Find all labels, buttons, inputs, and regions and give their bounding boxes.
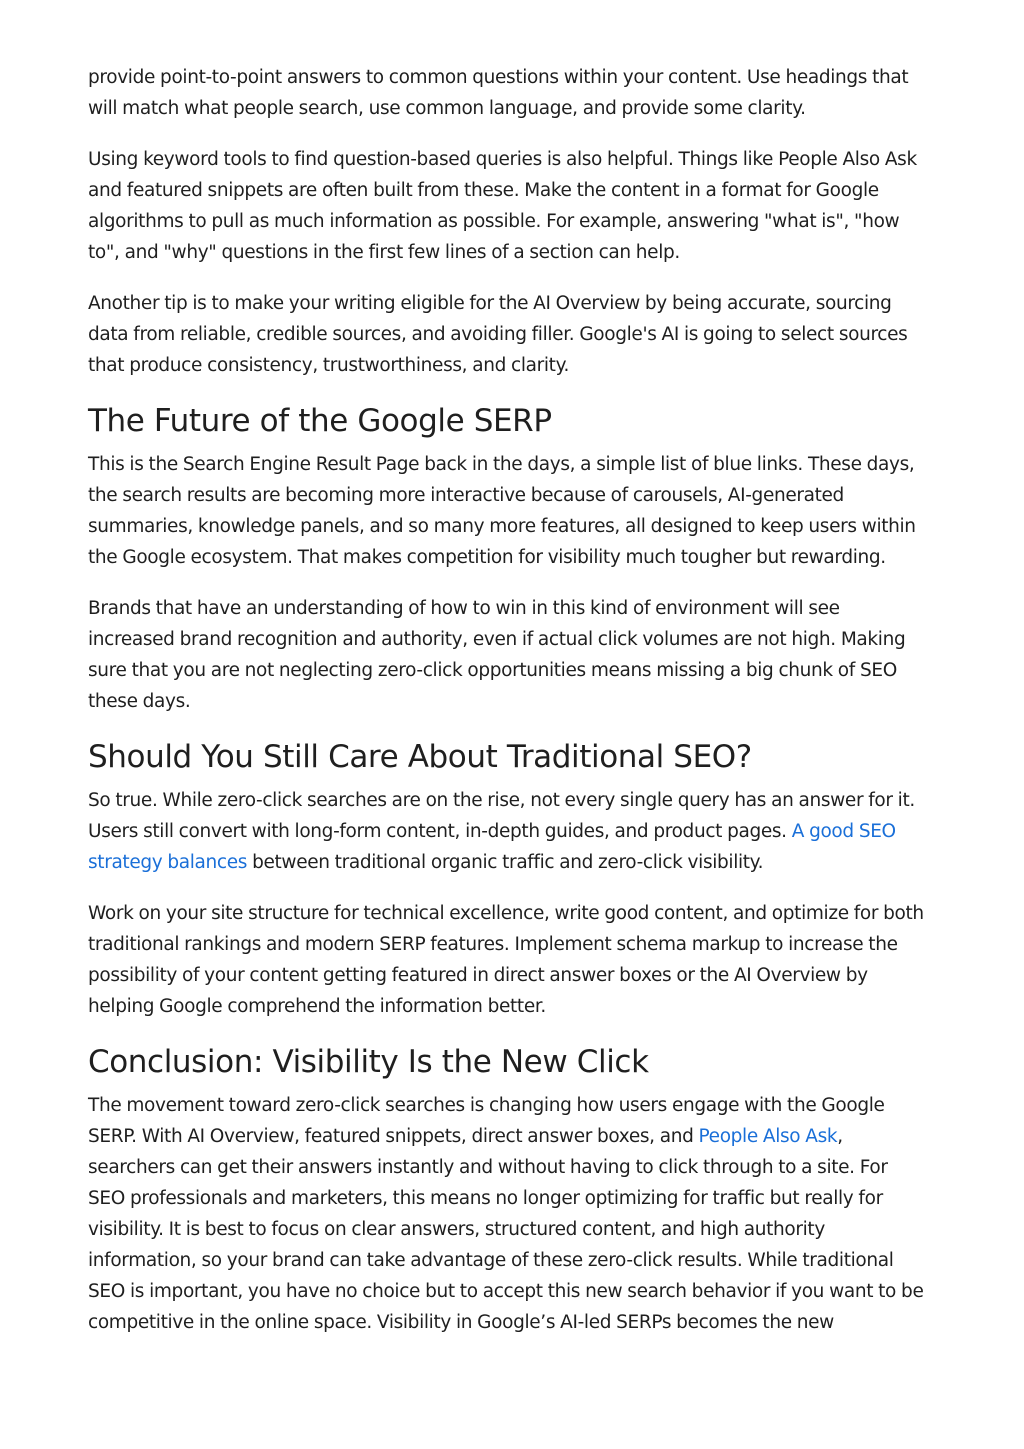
traditional-paragraph-2: Work on your site structure for technical excellence, write good content, and optimize for both traditional rankings and modern SERP features. Implement schema markup to increase the possibility of your content getting featured in direct answer boxes or the AI Overview by helping Google comprehend the information better. xyxy=(88,903,924,1017)
traditional-text-before: So true. While zero-click searches are on the rise, not every single query has an answer for it. Users still convert with long-form content, in-depth guides, and product pages. xyxy=(88,790,915,842)
future-paragraph-2: Brands that have an understanding of how to win in this kind of environment will see increased brand recognition and authority, even if actual click volumes are not high. Making sure that you are not neglecting zero-click opportunities means missing a big chunk of SEO these days. xyxy=(88,598,906,712)
conclusion-text-after: , searchers can get their answers instantly and without having to click through to a site. For SEO professionals and marketers, this means no longer optimizing for traffic but really for visibility. It is best to focus on clear answers, structured content, and high authority information, so your brand can take advantage of these zero-click results. While traditional SEO is important, you have no choice but to accept this new search behavior if you want to be competitive in the online space. Visibility in Google’s AI-led SERPs becomes the new xyxy=(88,1126,924,1333)
future-paragraph-1: This is the Search Engine Result Page back in the days, a simple list of blue links. These days, the search results are becoming more interactive because of carousels, AI-generated summaries, knowledge panels, and so many more features, all designed to keep users within the Google ecosystem. That makes competition for visibility much tougher but rewarding. xyxy=(88,454,916,568)
conclusion-text-before: The movement toward zero-click searches is changing how users engage with the Google SERP. With AI Overview, featured snippets, direct answer boxes, and xyxy=(88,1095,885,1147)
conclusion-paragraph-1 xyxy=(88,1090,924,1338)
heading-conclusion: Conclusion: Visibility Is the New Click xyxy=(88,1044,649,1080)
seo-strategy-link[interactable]: A good SEO strategy balances xyxy=(88,821,896,873)
heading-traditional-seo: Should You Still Care About Traditional SEO? xyxy=(88,739,752,775)
article-body xyxy=(88,62,924,1358)
intro-paragraph-1: provide point-to-point answers to common questions within your content. Use headings that will match what people search, use common language, and provide some clarity. xyxy=(88,67,909,119)
traditional-text-after: between traditional organic traffic and zero-click visibility. xyxy=(247,852,764,873)
intro-paragraph-2: Using keyword tools to find question-based queries is also helpful. Things like People Also Ask and featured snippets are often built from these. Make the content in a format for Google algorithms to pull as much information as possible. For example, answering "what is", "how to", and "why" questions in the first few lines of a section can help. xyxy=(88,149,917,263)
traditional-paragraph-1 xyxy=(88,785,924,878)
people-also-ask-link[interactable]: People Also Ask xyxy=(698,1126,838,1147)
intro-paragraph-3: Another tip is to make your writing eligible for the AI Overview by being accurate, sourcing data from reliable, credible sources, and avoiding filler. Google's AI is going to select sources that produce consistency, trustworthiness, and clarity. xyxy=(88,293,908,376)
heading-future-serp: The Future of the Google SERP xyxy=(88,403,552,439)
